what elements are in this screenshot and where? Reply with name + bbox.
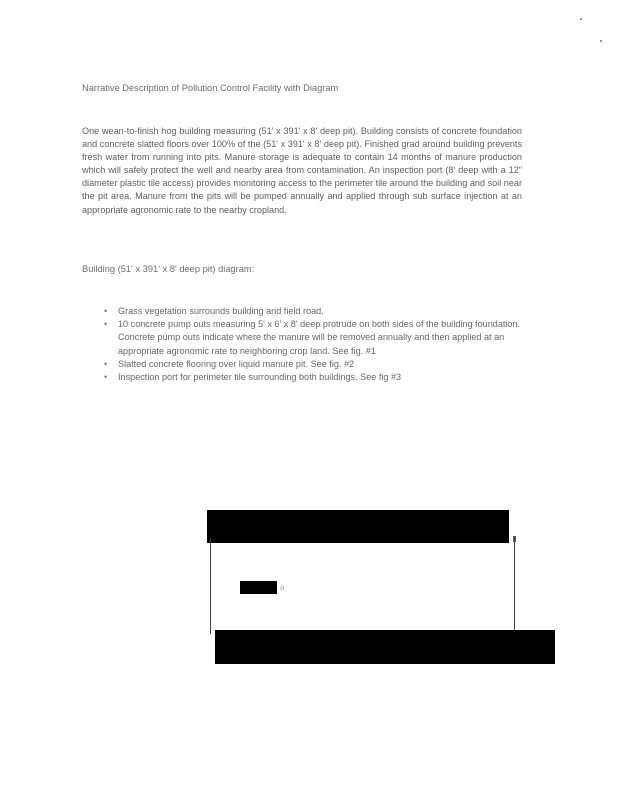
scan-speck [580, 18, 582, 20]
diagram-left-edge [210, 538, 211, 634]
document-title: Narrative Description of Pollution Control Facility with Diagram [82, 83, 339, 93]
narrative-paragraph: One wean-to-finish hog building measuring (51' x 391' x 8' deep pit). Building consists of concrete foundation and concrete slatted floors over 100% of the (51' x 391' x 8' deep pit). Finished grad around building prevents fresh water from running into pits. Manure storage is adequate to contain 14 months of manure production which will safely protect the well and nearby area from contamination. An inspection port (8' deep with a 12" diameter plastic tile access) provides monitoring access to the perimeter tile around the building and soil near the pit area. Manure from the pits will be pumped annually and applied through sub surface injection at an appropriate agronomic rate to the nearby cropland. [82, 126, 522, 215]
diagram-right-edge [514, 538, 515, 630]
list-item: • Slatted concrete flooring over liquid manure pit. See fig. #2 [104, 358, 524, 371]
list-item: • Grass vegetation surrounds building and field road. [104, 305, 524, 318]
redaction-bar-top [207, 510, 509, 543]
feature-list [104, 305, 524, 384]
redaction-bar-bottom [215, 630, 555, 664]
scan-speck [600, 40, 602, 42]
diagram-mark: a [280, 583, 285, 592]
list-item: • 10 concrete pump outs measuring 5' x 6' x 8' deep protrude on both sides of the building foundation. Concrete pump outs indicate where the manure will be removed annually and then applied at an appropriate agronomic rate to neighboring crop land. See fig. #1 [104, 318, 524, 358]
list-item: • Inspection port for perimeter tile surrounding both buildings. See fig #3 [104, 371, 524, 384]
diagram-corner-mark [513, 536, 516, 542]
redaction-block-small [240, 581, 277, 594]
diagram-heading: Building (51' x 391' x 8' deep pit) diagram: [82, 264, 255, 274]
